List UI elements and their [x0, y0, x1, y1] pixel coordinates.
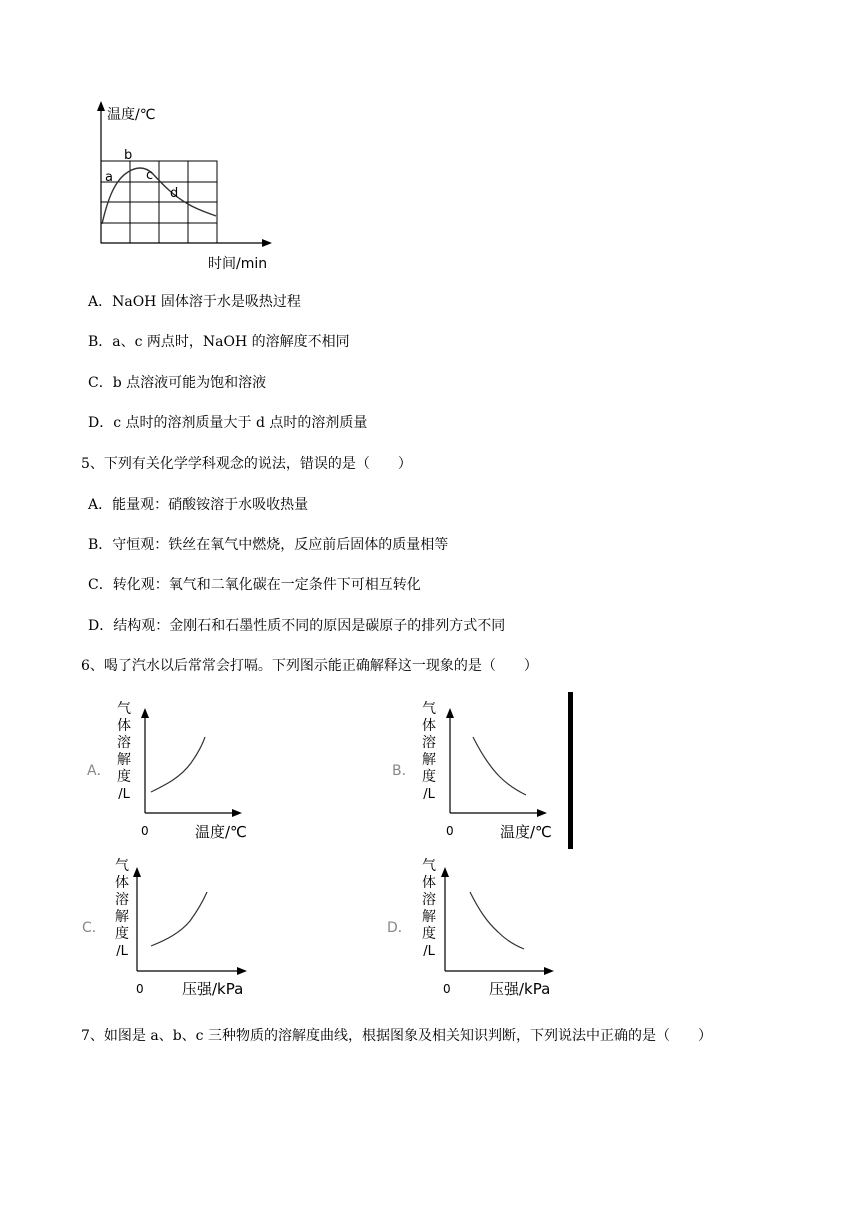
q6-graph-a-letter: A．	[87, 763, 111, 779]
q4-option-a: A．NaOH 固体溶于水是吸热过程	[88, 294, 301, 310]
q5-stem: 5、下列有关化学学科观念的说法，错误的是（ ）	[81, 456, 412, 472]
q6-graph-b-x-label: 温度/℃	[500, 823, 552, 841]
q6-graph-b-letter: B．	[392, 763, 416, 779]
q6-graph-d-x-label: 压强/kPa	[489, 980, 551, 998]
q6-graph-a-curve	[151, 737, 205, 792]
q6-graph-a-origin: 0	[141, 824, 149, 838]
q4-option-d: D．c 点时的溶剂质量大于 d 点时的溶剂质量	[88, 415, 368, 431]
q5-option-b: B．守恒观：铁丝在氧气中燃烧，反应前后固体的质量相等	[88, 537, 449, 553]
q6-graph-d-origin: 0	[443, 982, 451, 996]
q6-graph-b-y-label: 气 体 溶 解 度 /L	[422, 701, 436, 802]
y-axis-arrow	[97, 101, 105, 111]
x-axis-arrow	[262, 239, 272, 247]
temperature-graph-svg	[90, 98, 280, 273]
q6-graph-d-curve	[470, 892, 524, 949]
q7-stem: 7、如图是 a、b、c 三种物质的溶解度曲线，根据图象及相关知识判断，下列说法中正确的是（ ）	[81, 1028, 712, 1044]
point-c-label: c	[146, 168, 154, 183]
q6-graph-c-origin: 0	[136, 982, 144, 996]
y-axis-label: 温度/℃	[107, 107, 156, 123]
q5-option-a: A．能量观：硝酸铵溶于水吸收热量	[88, 497, 309, 513]
q6-graph-a-x-label: 温度/℃	[195, 823, 247, 841]
q6-graph-c-x-label: 压强/kPa	[182, 980, 244, 998]
q5-option-d: D．结构观：金刚石和石墨性质不同的原因是碳原子的排列方式不同	[88, 618, 506, 634]
q6-graph-c-curve	[151, 892, 207, 946]
q6-graph-b-origin: 0	[446, 824, 454, 838]
q5-option-c: C．转化观：氧气和二氧化碳在一定条件下可相互转化	[88, 577, 421, 593]
temperature-time-graph	[90, 98, 280, 273]
vertical-bar	[568, 692, 573, 849]
point-a-label: a	[105, 170, 113, 185]
q4-option-b: B．a、c 两点时，NaOH 的溶解度不相同	[88, 334, 350, 350]
q6-graph-d-y-label: 气 体 溶 解 度 /L	[422, 858, 436, 959]
q4-option-c: C．b 点溶液可能为饱和溶液	[88, 375, 267, 391]
q6-graph-d-letter: D．	[387, 920, 412, 936]
q6-graph-a	[85, 695, 255, 845]
point-b-label: b	[124, 148, 133, 163]
q6-graph-c-y-label: 气 体 溶 解 度 /L	[115, 858, 129, 959]
q6-graph-b-curve	[473, 737, 526, 795]
q6-graph-c-letter: C．	[82, 920, 106, 936]
point-d-label: d	[170, 186, 179, 201]
q6-graph-d	[385, 852, 565, 1002]
q6-graph-a-y-label: 气 体 溶 解 度 /L	[117, 701, 131, 802]
grid	[101, 161, 217, 243]
q6-stem: 6、喝了汽水以后常常会打嗝。下列图示能正确解释这一现象的是（ ）	[81, 658, 538, 674]
q6-graph-b	[390, 695, 560, 845]
q6-graph-c	[80, 852, 260, 1002]
x-axis-label: 时间/min	[208, 256, 268, 272]
